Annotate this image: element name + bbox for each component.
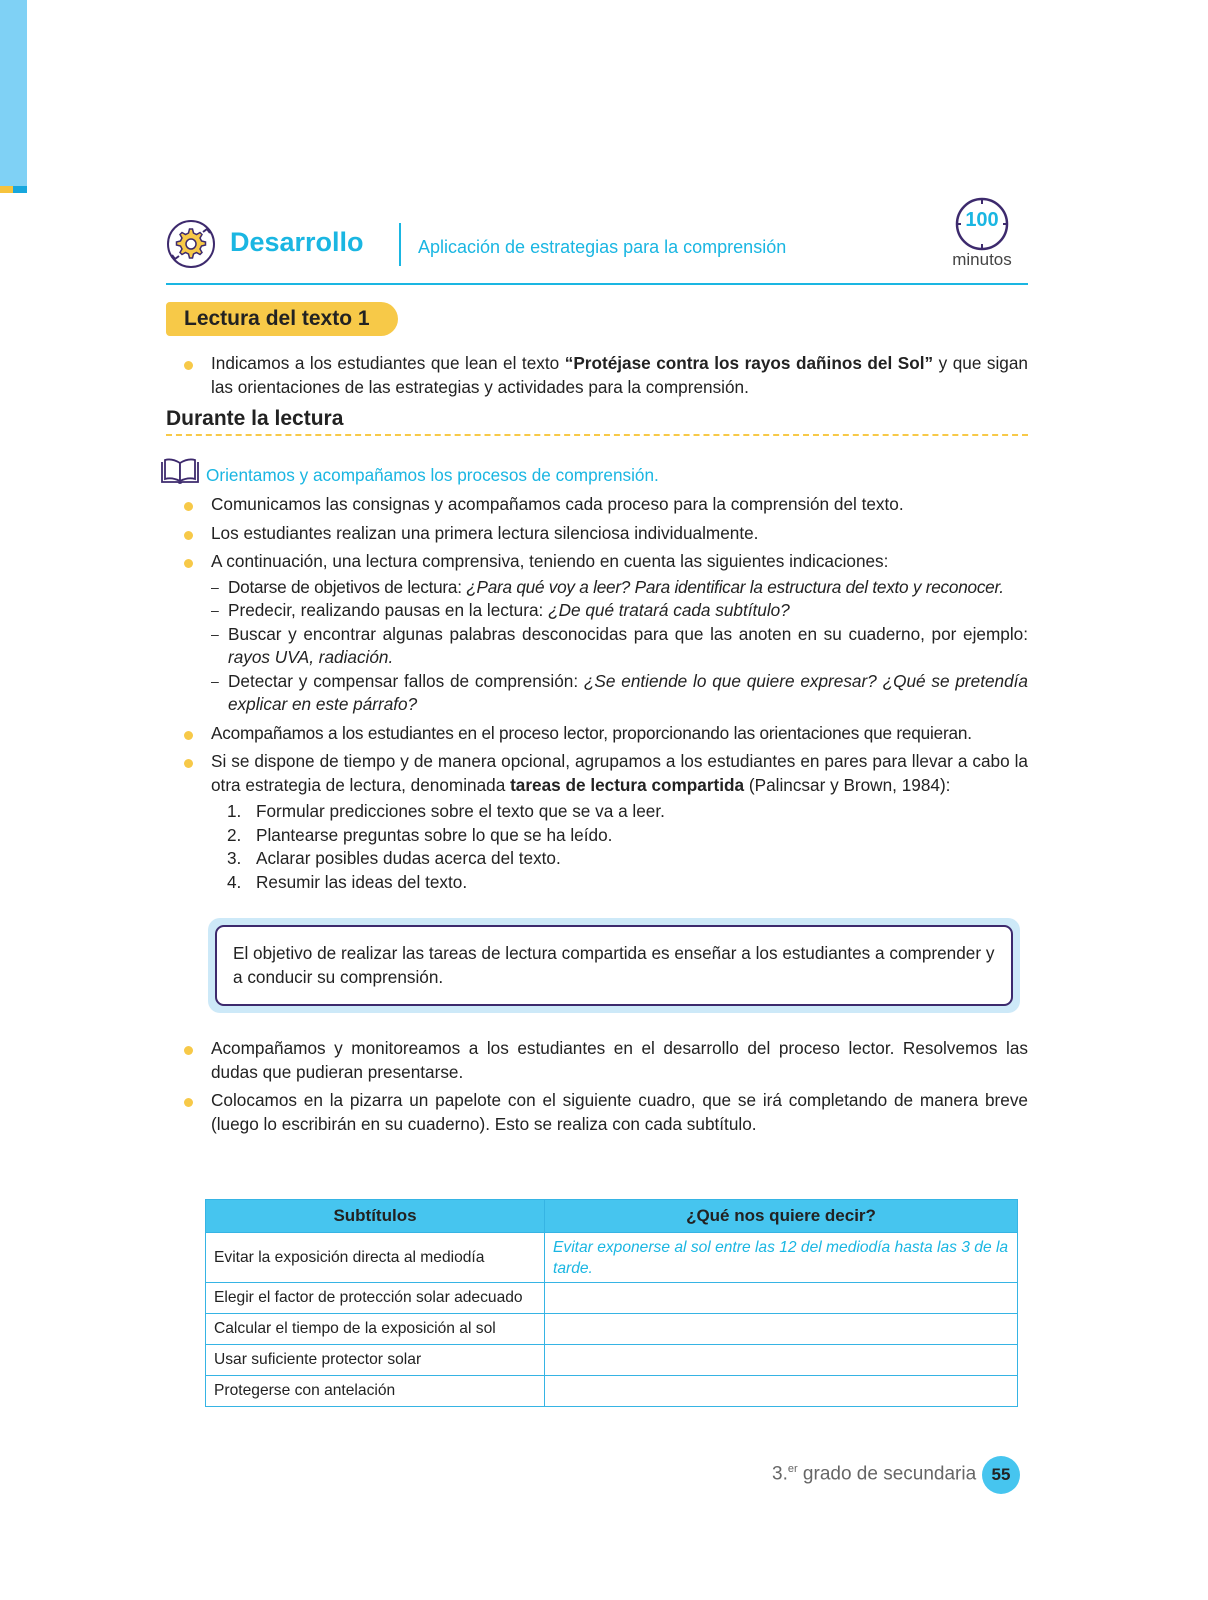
- table-header: ¿Qué nos quiere decir?: [545, 1200, 1018, 1233]
- list-item: [166, 352, 1028, 399]
- step-text: Resumir las ideas del texto.: [256, 871, 468, 892]
- main-content: [166, 352, 1028, 1141]
- dash-text-italic: ¿Se entiende lo que quiere expresar? ¿Qué se pretendía explicar en este párrafo?: [228, 670, 1028, 714]
- during-reading-title: Durante la lectura: [166, 407, 344, 430]
- dashed-divider: [166, 434, 1028, 436]
- intro-text: Indicamos a los estudiantes que lean el texto: [211, 353, 565, 373]
- list-item: [166, 550, 1028, 717]
- list-item: Comunicamos las consignas y acompañamos cada proceso para la comprensión del texto.: [166, 493, 1028, 517]
- list-item: Colocamos en la pizarra un papelote con el siguiente cuadro, que se irá completando de manera breve (luego lo escribirán en su cuaderno). Esto se realiza con cada subtítulo.: [166, 1089, 1028, 1136]
- book-icon: [160, 458, 200, 486]
- step-number: 1.: [227, 801, 242, 821]
- orient-line: [166, 464, 1028, 488]
- step-item: [211, 824, 1028, 848]
- timer-value: 100: [965, 209, 999, 231]
- table-cell: Evitar la exposición directa al mediodía: [206, 1233, 545, 1283]
- grade-text: grado de secundaria: [797, 1463, 977, 1485]
- strategy-name: tareas de lectura compartida: [510, 774, 745, 795]
- reading-label: Lectura del texto 1: [184, 307, 370, 330]
- header-rule: [166, 283, 1028, 285]
- table-row: [206, 1314, 1018, 1345]
- callout-box: [208, 918, 1020, 1013]
- dash-list: [211, 576, 1028, 717]
- table-header-row: [206, 1200, 1018, 1233]
- step-number: 4.: [227, 871, 242, 892]
- grade-number: 3.: [772, 1463, 788, 1485]
- dash-text-italic: ¿Para qué voy a leer? Para identificar la estructura del texto y reconocer.: [466, 576, 1004, 597]
- header-separator: [399, 223, 401, 266]
- dash-text-italic: rayos UVA, radiación.: [228, 647, 394, 667]
- grade-ordinal: er: [787, 1463, 798, 1475]
- step-text: Formular predicciones sobre el texto que se va a leer.: [256, 801, 665, 821]
- section-title: Desarrollo: [230, 227, 364, 257]
- step-text: Plantearse preguntas sobre lo que se ha leído.: [256, 824, 613, 845]
- section-subtitle: Aplicación de estrategias para la comprensión: [418, 237, 787, 257]
- reading-label-pill: [166, 302, 398, 336]
- dash-item: [211, 623, 1028, 670]
- step-item: [211, 847, 1028, 871]
- citation-text: (Palincsar y Brown, 1984):: [744, 774, 951, 795]
- dash-text: Buscar y encontrar algunas palabras desconocidas para que las anoten en su cuaderno, por ejemplo:: [228, 623, 1028, 644]
- bullets-list-2: [166, 1037, 1028, 1136]
- table-row: [206, 1345, 1018, 1376]
- list-item: Acompañamos a los estudiantes en el proceso lector, proporcionando las orientaciones que requieran.: [166, 722, 1028, 746]
- list-item: Los estudiantes realizan una primera lectura silenciosa individualmente.: [166, 522, 1028, 546]
- grade-label: [772, 1463, 976, 1485]
- intro-text-end: y que sigan las orientaciones de las estrategias y actividades para la comprensión.: [211, 353, 1028, 397]
- list-item: [166, 750, 1028, 894]
- table-cell-answer: Evitar exponerse al sol entre las 12 del mediodía hasta las 3 de la tarde.: [545, 1233, 1018, 1283]
- subtitles-table: [205, 1199, 1018, 1407]
- table-cell: Calcular el tiempo de la exposición al sol: [206, 1314, 545, 1345]
- list-item-text: Si se dispone de tiempo y de manera opcional, agrupamos a los estudiantes en pares para llevar a cabo la otra estrategia de lectura, denominada: [211, 751, 1028, 795]
- dash-text-italic: ¿De qué tratará cada subtítulo?: [548, 600, 790, 620]
- dash-item: [211, 576, 1028, 600]
- table-cell-answer: [545, 1283, 1018, 1314]
- table-row: [206, 1376, 1018, 1407]
- text-title: “Protéjase contra los rayos dañinos del Sol”: [564, 353, 934, 373]
- table-row: [206, 1233, 1018, 1283]
- step-number: 2.: [227, 824, 242, 845]
- table-header: Subtítulos: [206, 1200, 545, 1233]
- dash-item: [211, 670, 1028, 717]
- table-row: [206, 1283, 1018, 1314]
- table-cell: Protegerse con antelación: [206, 1376, 545, 1407]
- step-item: [211, 871, 1028, 895]
- timer-unit: minutos: [952, 250, 1012, 269]
- gear-icon: [166, 219, 216, 269]
- table-cell-answer: [545, 1345, 1018, 1376]
- bullets-list-1: [166, 493, 1028, 894]
- step-number: 3.: [227, 848, 242, 868]
- table-cell: Usar suficiente protector solar: [206, 1345, 545, 1376]
- intro-list: [166, 352, 1028, 399]
- callout-text: El objetivo de realizar las tareas de lectura compartida es enseñar a los estudiantes a comprender y a conducir su comprensión.: [215, 925, 1013, 1006]
- section-header: [166, 209, 1028, 283]
- list-item: Acompañamos y monitoreamos a los estudiantes en el desarrollo del proceso lector. Resolvemos las dudas que pudieran presentarse.: [166, 1037, 1028, 1084]
- sidebar-strip: [0, 0, 27, 186]
- list-item-text: A continuación, una lectura comprensiva, teniendo en cuenta las siguientes indicaciones:: [211, 551, 889, 571]
- orient-text: Orientamos y acompañamos los procesos de comprensión.: [206, 464, 659, 485]
- dash-item: [211, 599, 1028, 623]
- step-text: Aclarar posibles dudas acerca del texto.: [256, 848, 561, 868]
- steps-list: [211, 800, 1028, 894]
- table-cell-answer: [545, 1376, 1018, 1407]
- table-cell-answer: [545, 1314, 1018, 1345]
- page-number: 55: [982, 1456, 1020, 1494]
- dash-text: Dotarse de objetivos de lectura:: [228, 576, 467, 597]
- step-item: [211, 800, 1028, 824]
- dash-text: Predecir, realizando pausas en la lectura:: [228, 600, 549, 620]
- dash-text: Detectar y compensar fallos de comprensión:: [228, 670, 584, 691]
- sidebar-strip-accent: [0, 186, 27, 193]
- table-cell: Elegir el factor de protección solar adecuado: [206, 1283, 545, 1314]
